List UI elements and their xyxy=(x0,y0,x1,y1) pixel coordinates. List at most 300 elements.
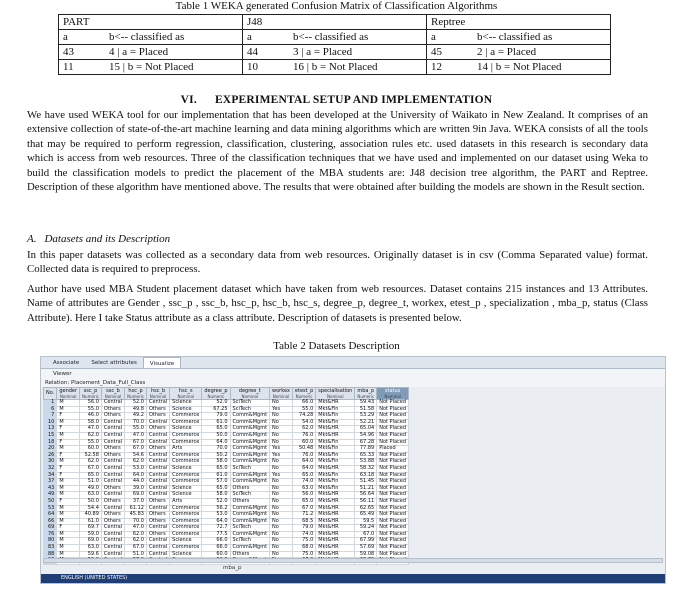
table-cell[interactable]: Central xyxy=(101,538,124,545)
table-cell[interactable]: 60.0 xyxy=(202,551,230,558)
table-cell[interactable]: Mkt&HR xyxy=(316,518,355,525)
table-cell[interactable]: Central xyxy=(146,492,169,499)
table-cell[interactable]: 59.08 xyxy=(355,551,377,558)
column-header-degree-p[interactable]: degree_p Numeric xyxy=(202,388,230,400)
table-cell[interactable]: 64.0 xyxy=(292,459,315,466)
table-cell[interactable]: 30 xyxy=(44,459,57,466)
table-cell[interactable]: Comm&Mgmt xyxy=(230,426,270,433)
table-cell[interactable]: 79.0 xyxy=(202,413,230,420)
table-cell[interactable]: Commerce xyxy=(170,512,202,519)
table-cell[interactable]: 53.29 xyxy=(355,413,377,420)
table-cell[interactable]: 54.4 xyxy=(80,505,102,512)
table-cell[interactable]: Not Placed xyxy=(377,498,409,505)
table-cell[interactable]: Not Placed xyxy=(377,551,409,558)
table-cell[interactable]: M xyxy=(57,538,80,545)
table-cell[interactable]: 26 xyxy=(44,452,57,459)
table-cell[interactable]: 57.69 xyxy=(355,545,377,552)
table-cell[interactable]: 7 xyxy=(44,413,57,420)
table-cell[interactable]: 74.0 xyxy=(292,479,315,486)
table-cell[interactable]: No xyxy=(270,498,293,505)
table-cell[interactable]: Others xyxy=(101,446,124,453)
table-cell[interactable]: 51.45 xyxy=(355,479,377,486)
table-cell[interactable]: 44.0 xyxy=(125,479,147,486)
table-cell[interactable]: Mkt&Fin xyxy=(316,419,355,426)
table-cell[interactable]: 68.5 xyxy=(292,518,315,525)
table-cell[interactable]: SciTech xyxy=(230,538,270,545)
table-cell[interactable]: F xyxy=(57,413,80,420)
table-cell[interactable]: Others xyxy=(101,498,124,505)
table-cell[interactable]: No xyxy=(270,512,293,519)
table-cell[interactable]: 54.6 xyxy=(125,452,147,459)
table-cell[interactable]: Mkt&HR xyxy=(316,551,355,558)
column-header-degree-t[interactable]: degree_t Nominal xyxy=(230,388,270,400)
table-cell[interactable]: 80 xyxy=(44,538,57,545)
table-cell[interactable]: Mkt&Fin xyxy=(316,452,355,459)
table-cell[interactable]: 77.5 xyxy=(202,531,230,538)
table-cell[interactable]: Central xyxy=(101,531,124,538)
table-cell[interactable]: 59.5 xyxy=(355,518,377,525)
table-cell[interactable]: 67.99 xyxy=(355,538,377,545)
table-cell[interactable]: Yes xyxy=(270,452,293,459)
table-cell[interactable]: Not Placed xyxy=(377,432,409,439)
table-cell[interactable]: 69 xyxy=(44,525,57,532)
table-cell[interactable]: Others xyxy=(146,498,169,505)
table-cell[interactable]: No xyxy=(270,525,293,532)
table-cell[interactable]: M xyxy=(57,531,80,538)
table-cell[interactable]: Comm&Mgmt xyxy=(230,472,270,479)
table-cell[interactable]: 51.0 xyxy=(125,551,147,558)
table-cell[interactable]: 1 xyxy=(44,400,57,407)
table-cell[interactable]: Central xyxy=(146,551,169,558)
table-cell[interactable]: Commerce xyxy=(170,459,202,466)
table-cell[interactable]: 18 xyxy=(44,439,57,446)
table-cell[interactable]: 62.0 xyxy=(292,426,315,433)
column-header-gender[interactable]: gender Nominal xyxy=(57,388,80,400)
table-cell[interactable]: 70.0 xyxy=(202,446,230,453)
table-cell[interactable]: Mkt&HR xyxy=(316,531,355,538)
table-cell[interactable]: Mkt&Fin xyxy=(316,479,355,486)
column-header-status[interactable]: status Nominal xyxy=(377,388,409,400)
tab-visualize[interactable]: Visualize xyxy=(143,357,181,368)
table-cell[interactable]: Central xyxy=(101,400,124,407)
table-cell[interactable]: Central xyxy=(101,439,124,446)
table-cell[interactable]: 65.33 xyxy=(355,452,377,459)
table-cell[interactable]: 75.0 xyxy=(292,538,315,545)
table-cell[interactable]: Mkt&HR xyxy=(316,432,355,439)
table-cell[interactable]: 50.0 xyxy=(80,498,102,505)
column-header-etest-p[interactable]: etest_p Numeric xyxy=(292,388,315,400)
column-header-no-[interactable]: No. xyxy=(44,388,57,400)
table-cell[interactable]: Mkt&HR xyxy=(316,498,355,505)
table-cell[interactable]: 65.0 xyxy=(202,485,230,492)
table-cell[interactable]: Others xyxy=(101,406,124,413)
table-cell[interactable]: 61.12 xyxy=(125,505,147,512)
table-cell[interactable]: Mkt&HR xyxy=(316,400,355,407)
table-cell[interactable]: 47.0 xyxy=(125,432,147,439)
table-cell[interactable]: Commerce xyxy=(170,439,202,446)
table-cell[interactable]: M xyxy=(57,545,80,552)
column-header-ssc-b[interactable]: ssc_b Nominal xyxy=(101,388,124,400)
table-cell[interactable]: 51.0 xyxy=(80,479,102,486)
table-cell[interactable]: 66.0 xyxy=(202,545,230,552)
table-cell[interactable]: M xyxy=(57,419,80,426)
table-cell[interactable]: 72.7 xyxy=(202,525,230,532)
table-cell[interactable]: 15 xyxy=(44,432,57,439)
table-cell[interactable]: 52.0 xyxy=(202,400,230,407)
table-cell[interactable]: 64.0 xyxy=(292,465,315,472)
table-cell[interactable]: Mkt&HR xyxy=(316,492,355,499)
table-cell[interactable]: Central xyxy=(101,419,124,426)
table-cell[interactable]: Science xyxy=(170,485,202,492)
table-cell[interactable]: Others xyxy=(146,413,169,420)
table-cell[interactable]: 50.0 xyxy=(202,432,230,439)
table-cell[interactable]: 34 xyxy=(44,472,57,479)
table-cell[interactable]: M xyxy=(57,492,80,499)
table-cell[interactable]: Central xyxy=(146,472,169,479)
table-cell[interactable]: Commerce xyxy=(170,413,202,420)
table-cell[interactable]: 63.0 xyxy=(292,485,315,492)
table-cell[interactable]: 79.0 xyxy=(292,525,315,532)
table-cell[interactable]: 6 xyxy=(44,406,57,413)
table-cell[interactable]: 71.2 xyxy=(292,512,315,519)
table-cell[interactable]: 65.0 xyxy=(202,426,230,433)
table-cell[interactable]: Not Placed xyxy=(377,413,409,420)
table-cell[interactable]: Commerce xyxy=(170,472,202,479)
table-cell[interactable]: 69.0 xyxy=(80,538,102,545)
table-cell[interactable]: 55.0 xyxy=(292,406,315,413)
table-cell[interactable]: Central xyxy=(101,426,124,433)
table-cell[interactable]: Yes xyxy=(270,472,293,479)
table-cell[interactable]: Others xyxy=(230,485,270,492)
table-cell[interactable]: Mkt&HR xyxy=(316,525,355,532)
table-cell[interactable]: 67.0 xyxy=(125,439,147,446)
table-cell[interactable]: 63.0 xyxy=(80,545,102,552)
table-cell[interactable]: 63.0 xyxy=(80,492,102,499)
table-cell[interactable]: Arts xyxy=(170,498,202,505)
table-cell[interactable]: No xyxy=(270,505,293,512)
table-cell[interactable]: 46.0 xyxy=(80,413,102,420)
table-cell[interactable]: 76 xyxy=(44,531,57,538)
table-cell[interactable]: M xyxy=(57,406,80,413)
table-cell[interactable]: 58.32 xyxy=(355,465,377,472)
table-cell[interactable]: Central xyxy=(146,459,169,466)
table-cell[interactable]: Mkt&Fin xyxy=(316,459,355,466)
table-cell[interactable]: Others xyxy=(230,551,270,558)
table-cell[interactable]: 65.0 xyxy=(202,465,230,472)
table-cell[interactable]: Not Placed xyxy=(377,439,409,446)
table-cell[interactable]: 52.0 xyxy=(125,400,147,407)
table-cell[interactable]: 50.48 xyxy=(292,446,315,453)
table-cell[interactable]: Science xyxy=(170,406,202,413)
table-cell[interactable]: 47.0 xyxy=(125,525,147,532)
table-cell[interactable]: Others xyxy=(146,426,169,433)
table-cell[interactable]: Comm&Mgmt xyxy=(230,545,270,552)
table-cell[interactable]: Central xyxy=(101,551,124,558)
table-cell[interactable]: 69.7 xyxy=(80,525,102,532)
table-cell[interactable]: Not Placed xyxy=(377,505,409,512)
table-cell[interactable]: Commerce xyxy=(170,505,202,512)
table-cell[interactable]: 55.0 xyxy=(80,406,102,413)
table-cell[interactable]: Mkt&HR xyxy=(316,538,355,545)
table-cell[interactable]: 62.0 xyxy=(125,538,147,545)
table-cell[interactable]: SciTech xyxy=(230,492,270,499)
table-cell[interactable]: Others xyxy=(101,413,124,420)
table-cell[interactable]: Central xyxy=(146,525,169,532)
table-cell[interactable]: 59.24 xyxy=(355,525,377,532)
table-cell[interactable]: Commerce xyxy=(170,525,202,532)
table-cell[interactable]: Not Placed xyxy=(377,545,409,552)
table-cell[interactable]: Science xyxy=(170,492,202,499)
table-cell[interactable]: SciTech xyxy=(230,400,270,407)
table-cell[interactable]: No xyxy=(270,551,293,558)
table-cell[interactable]: 67.25 xyxy=(202,406,230,413)
table-cell[interactable]: Central xyxy=(146,465,169,472)
table-cell[interactable]: 65.0 xyxy=(292,498,315,505)
table-cell[interactable]: Not Placed xyxy=(377,465,409,472)
table-cell[interactable]: 62.0 xyxy=(80,432,102,439)
table-cell[interactable]: Central xyxy=(146,485,169,492)
table-cell[interactable]: 13 xyxy=(44,426,57,433)
table-cell[interactable]: No xyxy=(270,485,293,492)
table-cell[interactable]: No xyxy=(270,426,293,433)
table-cell[interactable]: 59.43 xyxy=(355,400,377,407)
table-cell[interactable]: Others xyxy=(146,446,169,453)
table-cell[interactable]: Comm&Mgmt xyxy=(230,505,270,512)
table-cell[interactable]: Central xyxy=(101,492,124,499)
table-cell[interactable]: Central xyxy=(146,505,169,512)
table-cell[interactable]: 56.11 xyxy=(355,498,377,505)
table-cell[interactable]: 40.89 xyxy=(80,512,102,519)
table-cell[interactable]: Others xyxy=(146,512,169,519)
table-cell[interactable]: Commerce xyxy=(170,518,202,525)
table-cell[interactable]: Comm&Mgmt xyxy=(230,432,270,439)
table-cell[interactable]: Comm&Mgmt xyxy=(230,419,270,426)
table-cell[interactable]: Not Placed xyxy=(377,512,409,519)
table-cell[interactable]: Not Placed xyxy=(377,459,409,466)
table-cell[interactable]: 32 xyxy=(44,465,57,472)
table-cell[interactable]: M xyxy=(57,459,80,466)
table-cell[interactable]: No xyxy=(270,479,293,486)
table-cell[interactable]: F xyxy=(57,426,80,433)
table-cell[interactable]: 50.2 xyxy=(202,452,230,459)
table-cell[interactable]: Central xyxy=(101,545,124,552)
table-cell[interactable]: 66.0 xyxy=(202,538,230,545)
table-cell[interactable]: 61.0 xyxy=(80,518,102,525)
table-cell[interactable]: 54.96 xyxy=(355,432,377,439)
table-cell[interactable]: Arts xyxy=(170,446,202,453)
table-cell[interactable]: 47.0 xyxy=(80,426,102,433)
table-cell[interactable]: Not Placed xyxy=(377,419,409,426)
table-cell[interactable]: 10 xyxy=(44,419,57,426)
table-cell[interactable]: Mkt&HR xyxy=(316,512,355,519)
table-cell[interactable]: 53.0 xyxy=(202,512,230,519)
table-cell[interactable]: Not Placed xyxy=(377,485,409,492)
table-cell[interactable]: Not Placed xyxy=(377,525,409,532)
table-cell[interactable]: No xyxy=(270,432,293,439)
table-cell[interactable]: 64.0 xyxy=(202,518,230,525)
table-cell[interactable]: Central xyxy=(101,465,124,472)
table-cell[interactable]: Not Placed xyxy=(377,479,409,486)
table-cell[interactable]: Commerce xyxy=(170,479,202,486)
table-cell[interactable]: 64 xyxy=(44,512,57,519)
table-cell[interactable]: 64.0 xyxy=(202,439,230,446)
table-cell[interactable]: Mkt&Fin xyxy=(316,413,355,420)
table-cell[interactable]: Central xyxy=(146,545,169,552)
table-cell[interactable]: Not Placed xyxy=(377,531,409,538)
table-cell[interactable]: Science xyxy=(170,538,202,545)
table-cell[interactable]: 52.0 xyxy=(202,498,230,505)
table-cell[interactable]: 20 xyxy=(44,446,57,453)
table-cell[interactable]: Science xyxy=(170,426,202,433)
tab-associate[interactable]: Associate xyxy=(53,360,80,366)
table-cell[interactable]: 62.0 xyxy=(125,531,147,538)
table-cell[interactable]: 58.0 xyxy=(202,459,230,466)
table-cell[interactable]: 67.0 xyxy=(355,531,377,538)
table-cell[interactable]: Mkt&Fin xyxy=(316,439,355,446)
table-cell[interactable]: 56.0 xyxy=(80,400,102,407)
table-cell[interactable]: M xyxy=(57,518,80,525)
column-header-hsc-s[interactable]: hsc_s Nominal xyxy=(170,388,202,400)
table-cell[interactable]: 77.89 xyxy=(355,446,377,453)
table-cell[interactable]: Mkt&Fin xyxy=(316,446,355,453)
table-cell[interactable]: Central xyxy=(146,400,169,407)
table-cell[interactable]: Central xyxy=(101,459,124,466)
table-cell[interactable]: 76.0 xyxy=(292,452,315,459)
table-cell[interactable]: 60.0 xyxy=(292,439,315,446)
table-cell[interactable]: Commerce xyxy=(170,452,202,459)
table-cell[interactable]: Not Placed xyxy=(377,426,409,433)
table-cell[interactable]: Commerce xyxy=(170,432,202,439)
table-cell[interactable]: Comm&Mgmt xyxy=(230,459,270,466)
table-cell[interactable]: 53.88 xyxy=(355,459,377,466)
table-cell[interactable]: Central xyxy=(146,479,169,486)
table-cell[interactable]: 88 xyxy=(44,551,57,558)
table-cell[interactable]: 37.0 xyxy=(125,498,147,505)
table-cell[interactable]: Not Placed xyxy=(377,518,409,525)
table-cell[interactable]: 63.18 xyxy=(355,472,377,479)
table-cell[interactable]: 65.04 xyxy=(355,426,377,433)
table-cell[interactable]: F xyxy=(57,472,80,479)
table-cell[interactable]: Mkt&HR xyxy=(316,545,355,552)
table-cell[interactable]: 61.0 xyxy=(202,419,230,426)
table-cell[interactable]: Comm&Mgmt xyxy=(230,518,270,525)
table-cell[interactable]: Comm&Mgmt xyxy=(230,512,270,519)
column-header-specialisation[interactable]: specialisation Nominal xyxy=(316,388,355,400)
table-cell[interactable]: Not Placed xyxy=(377,492,409,499)
table-cell[interactable]: 56.64 xyxy=(355,492,377,499)
table-cell[interactable]: No xyxy=(270,465,293,472)
table-cell[interactable]: M xyxy=(57,400,80,407)
table-cell[interactable]: 56.2 xyxy=(202,505,230,512)
table-cell[interactable]: 61.0 xyxy=(202,472,230,479)
table-cell[interactable]: Central xyxy=(101,525,124,532)
table-cell[interactable]: Mkt&HR xyxy=(316,426,355,433)
table-cell[interactable]: 58.0 xyxy=(202,492,230,499)
table-cell[interactable]: No xyxy=(270,492,293,499)
table-cell[interactable]: 83 xyxy=(44,545,57,552)
table-cell[interactable]: Others xyxy=(101,452,124,459)
table-cell[interactable]: F xyxy=(57,498,80,505)
table-cell[interactable]: M xyxy=(57,479,80,486)
table-cell[interactable]: 51.21 xyxy=(355,485,377,492)
table-cell[interactable]: Comm&Mgmt xyxy=(230,531,270,538)
table-cell[interactable]: Commerce xyxy=(170,545,202,552)
table-cell[interactable]: Yes xyxy=(270,446,293,453)
table-cell[interactable]: 60.0 xyxy=(80,446,102,453)
table-cell[interactable]: Others xyxy=(101,518,124,525)
table-cell[interactable]: 65.49 xyxy=(355,512,377,519)
table-cell[interactable]: 65.0 xyxy=(80,472,102,479)
table-cell[interactable]: Mkt&Fin xyxy=(316,406,355,413)
table-cell[interactable]: 59.6 xyxy=(80,551,102,558)
table-cell[interactable]: 52.21 xyxy=(355,419,377,426)
table-cell[interactable]: Yes xyxy=(270,406,293,413)
table-cell[interactable]: Others xyxy=(101,485,124,492)
column-header-mba-p[interactable]: mba_p Numeric xyxy=(355,388,377,400)
table-cell[interactable]: 62.0 xyxy=(125,459,147,466)
table-cell[interactable]: Central xyxy=(101,479,124,486)
table-cell[interactable]: Placed xyxy=(377,446,409,453)
table-cell[interactable]: Comm&Mgmt xyxy=(230,446,270,453)
table-cell[interactable]: 55.0 xyxy=(80,439,102,446)
table-cell[interactable]: 53 xyxy=(44,505,57,512)
table-cell[interactable]: 58.0 xyxy=(80,419,102,426)
table-cell[interactable]: No xyxy=(270,538,293,545)
table-cell[interactable]: M xyxy=(57,485,80,492)
table-cell[interactable]: F xyxy=(57,439,80,446)
table-cell[interactable]: Not Placed xyxy=(377,406,409,413)
table-cell[interactable]: 67.0 xyxy=(80,465,102,472)
table-cell[interactable]: 65.0 xyxy=(292,472,315,479)
table-cell[interactable]: 69.0 xyxy=(125,492,147,499)
table-cell[interactable]: 74.28 xyxy=(292,413,315,420)
table-cell[interactable]: No xyxy=(270,531,293,538)
table-cell[interactable]: Central xyxy=(146,439,169,446)
table-cell[interactable]: 76.0 xyxy=(292,432,315,439)
table-cell[interactable]: Comm&Mgmt xyxy=(230,413,270,420)
table-cell[interactable]: Not Placed xyxy=(377,472,409,479)
table-cell[interactable]: 49.0 xyxy=(80,485,102,492)
table-cell[interactable]: SciTech xyxy=(230,406,270,413)
table-cell[interactable]: 49.8 xyxy=(125,406,147,413)
column-header-hsc-p[interactable]: hsc_p Numeric xyxy=(125,388,147,400)
table-cell[interactable]: 39.0 xyxy=(125,485,147,492)
table-cell[interactable]: Mkt&Fin xyxy=(316,485,355,492)
table-cell[interactable]: 70.0 xyxy=(125,419,147,426)
table-cell[interactable]: 70.0 xyxy=(125,518,147,525)
table-cell[interactable]: 59.0 xyxy=(80,531,102,538)
table-cell[interactable]: M xyxy=(57,512,80,519)
table-cell[interactable]: 64.0 xyxy=(125,472,147,479)
table-cell[interactable]: Central xyxy=(146,538,169,545)
table-cell[interactable]: 75.0 xyxy=(292,551,315,558)
table-cell[interactable]: No xyxy=(270,413,293,420)
table-cell[interactable]: Science xyxy=(170,400,202,407)
table-cell[interactable]: Central xyxy=(146,419,169,426)
table-cell[interactable]: 56.0 xyxy=(292,492,315,499)
table-cell[interactable]: 67.28 xyxy=(355,439,377,446)
table-cell[interactable]: 49 xyxy=(44,492,57,499)
column-header-ssc-p[interactable]: ssc_p Numeric xyxy=(80,388,102,400)
table-cell[interactable]: Central xyxy=(101,505,124,512)
table-cell[interactable]: 37 xyxy=(44,479,57,486)
table-cell[interactable]: 53.0 xyxy=(125,465,147,472)
column-header-hsc-b[interactable]: hsc_b Nominal xyxy=(146,388,169,400)
table-cell[interactable]: SciTech xyxy=(230,525,270,532)
horizontal-scrollbar[interactable] xyxy=(43,558,663,563)
table-cell[interactable]: SciTech xyxy=(230,465,270,472)
table-cell[interactable]: 43 xyxy=(44,485,57,492)
